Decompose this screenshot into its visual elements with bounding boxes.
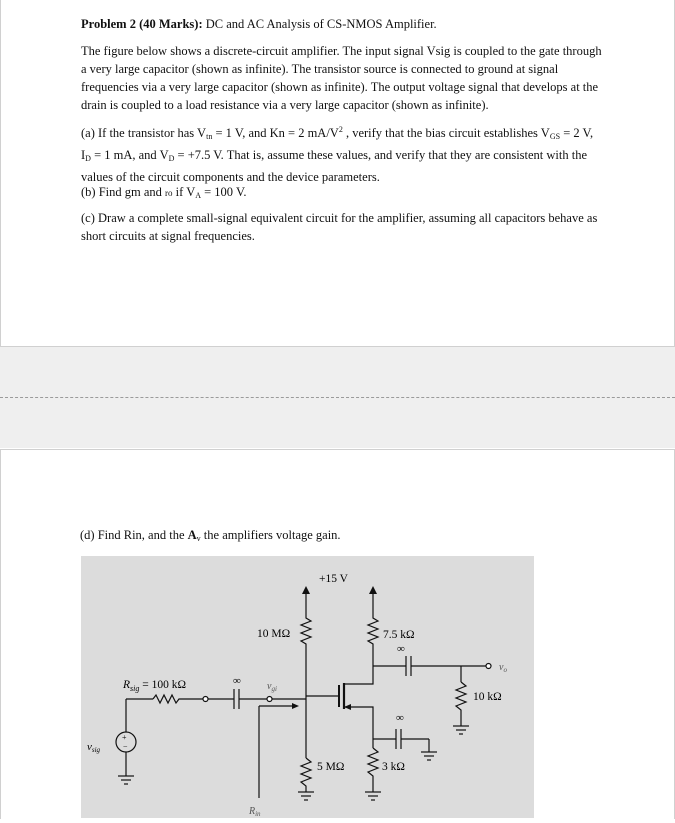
question-b <box>81 183 606 205</box>
qb-part: if V <box>172 185 196 199</box>
question-d <box>80 528 341 543</box>
qa-part: = 1 V, and Kn = 2 mA/V <box>212 126 339 140</box>
rl-label: 10 kΩ <box>473 691 502 703</box>
circuit-diagram <box>81 556 534 818</box>
node-terminal <box>203 697 208 702</box>
rd-label: 7.5 kΩ <box>383 629 415 641</box>
source-minus: − <box>123 742 128 751</box>
qa-part: = 1 mA, and V <box>90 148 169 162</box>
qa-sub: GS <box>549 132 561 141</box>
qa-part: (a) If the transistor has V <box>81 126 207 140</box>
vgi-label: $v_{gi}$ <box>267 681 277 693</box>
qd-part: the amplifiers voltage gain. <box>200 528 341 542</box>
question-a <box>81 121 606 186</box>
qb-part: = 100 V. <box>201 185 247 199</box>
output-terminal <box>486 664 491 669</box>
problem-title-bold: Problem 2 (40 Marks): <box>81 17 203 31</box>
qb-part: (b) Find gm and <box>81 185 166 199</box>
circuit-svg <box>81 556 534 818</box>
qb-sub: A <box>195 191 201 200</box>
qd-sub: v <box>196 534 201 543</box>
problem-title-rest: DC and AC Analysis of CS-NMOS Amplifier. <box>202 17 437 31</box>
page-break-line <box>0 397 675 398</box>
qa-sub: D <box>85 154 91 163</box>
qa-sub: tn <box>206 132 213 141</box>
rg1-label: 10 MΩ <box>257 628 291 640</box>
qa-part: = 2 V, I <box>81 126 594 162</box>
qa-sub: D <box>168 154 175 163</box>
cout-infinity: ∞ <box>397 643 405 655</box>
node-terminal <box>267 697 272 702</box>
rg2-label: 5 MΩ <box>317 761 345 773</box>
problem-intro <box>81 42 606 114</box>
rs-label: 3 kΩ <box>382 761 405 773</box>
question-c <box>81 209 606 245</box>
source-plus: + <box>122 733 127 742</box>
qa-part: , verify that the bias circuit establishes V <box>342 126 550 140</box>
page-1 <box>0 0 675 347</box>
intro-text: The figure below shows a discrete-circuit amplifier. The input signal Vsig is coupled to the gate through a very large capacitor (shown as infinite). The transistor source is connected to ground at signal frequencies via a very large capacitor (shown as infinite). The output voltage signal that develops at the drain is coupled to a load resistance via a very large capacitor (shown as infinite). <box>81 44 602 112</box>
problem-title <box>81 15 606 33</box>
vo-label: $v_o$ <box>499 662 507 674</box>
qd-part: (d) Find Rin, and the <box>80 528 188 542</box>
qa-part: = +7.5 V. That is, assume these values, and verify that they are consistent with the values of the circuit components and the device parameters. <box>81 148 588 184</box>
qb-small: ro <box>165 188 173 198</box>
rsig-label: $R_{sig} = 100$ kΩ <box>123 679 187 693</box>
cin-infinity: ∞ <box>233 675 241 687</box>
qc-text: (c) Draw a complete small-signal equivalent circuit for the amplifier, assuming all capacitors behave as short circuits at signal frequencies. <box>81 211 598 243</box>
rin-label: $R_{in}$ <box>249 806 261 818</box>
vsig-label: vsig <box>87 741 101 754</box>
supply-label: +15 V <box>319 573 348 585</box>
qa-sup: 2 <box>338 125 343 134</box>
qd-bold: A <box>187 528 197 542</box>
cs-infinity: ∞ <box>396 712 404 724</box>
